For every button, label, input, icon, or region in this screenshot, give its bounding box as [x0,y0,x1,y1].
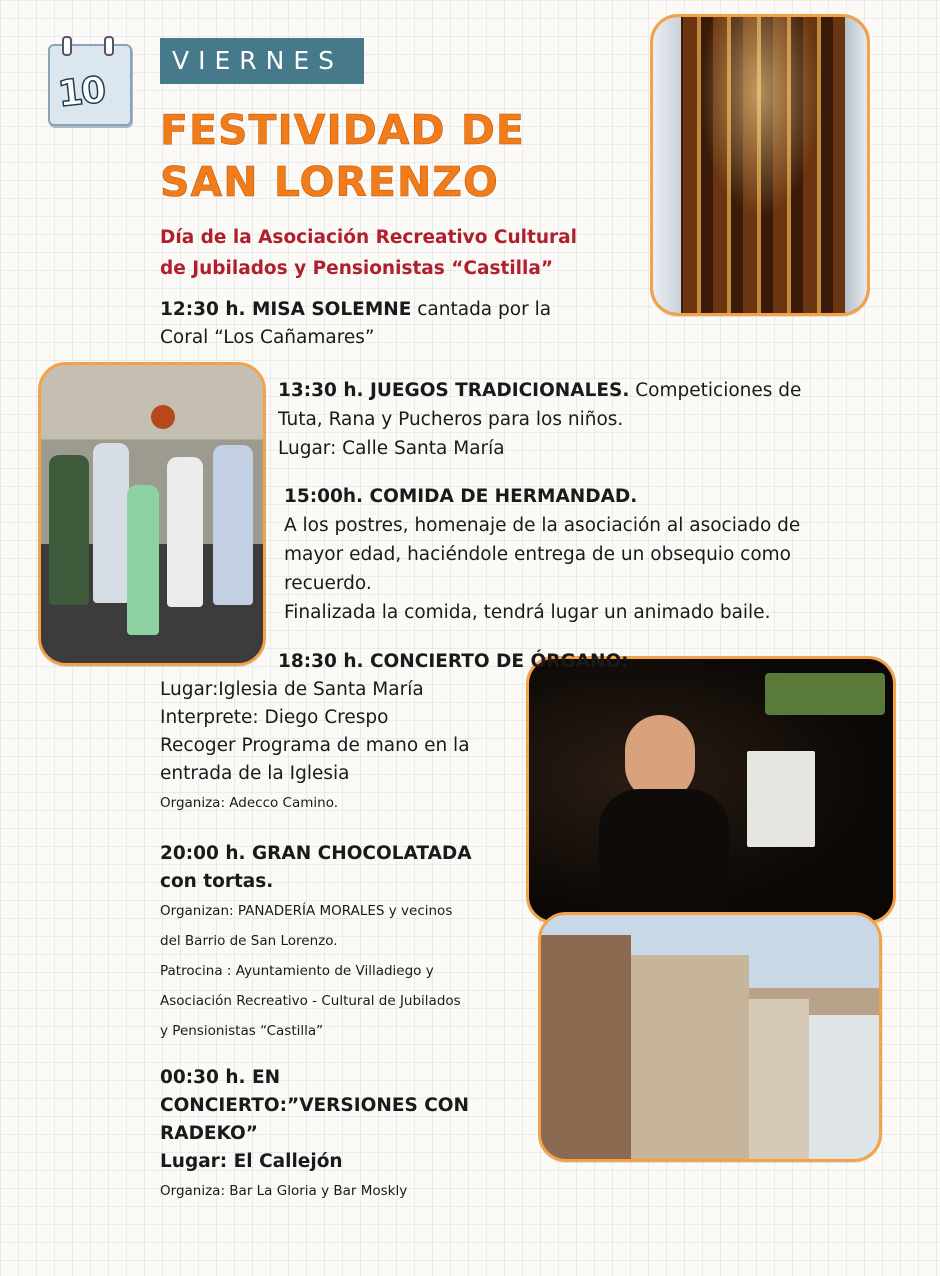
juegos-time-title: 13:30 h. JUEGOS TRADICIONALES. [278,380,630,401]
misa-time-title: 12:30 h. MISA SOLEMNE [160,299,412,320]
concierto-organizer: Organiza: Adecco Camino. [160,795,339,811]
altar-photo [650,14,870,316]
comida-text-3: recuerdo. [284,573,372,594]
radeko-title-1: 00:30 h. EN [160,1067,281,1088]
radeko-title-3: RADEKO” [160,1123,258,1144]
chocolatada-line-3: Patrocina : Ayuntamiento de Villadiego y [160,963,434,979]
subtitle-line-2: de Jubilados y Pensionistas “Castilla” [160,258,553,279]
calendar-icon [48,36,130,122]
comida-text-4: Finalizada la comida, tendrá lugar un animado baile. [284,602,771,623]
chocolatada-line-1: Organizan: PANADERÍA MORALES y vecinos [160,903,453,919]
concierto-location: Lugar:Iglesia de Santa María [160,679,424,700]
chocolatada-line-5: y Pensionistas “Castilla” [160,1023,324,1039]
weekday-label: VIERNES [160,38,364,84]
juegos-text-2: Tuta, Rana y Pucheros para los niños. [278,409,624,430]
misa-text: cantada por la [411,299,552,320]
event-juegos [278,376,918,463]
event-misa [160,296,640,352]
event-concierto [160,676,530,818]
comida-text-2: mayor edad, haciéndole entrega de un obsequio como [284,544,791,565]
concierto-time-title: 18:30 h. CONCIERTO DE ÓRGANO: [278,651,629,672]
page-title [160,104,540,208]
event-chocolatada [160,840,540,1046]
chocolatada-title-2: con tortas. [160,871,274,892]
concierto-text-4: entrada de la Iglesia [160,763,350,784]
chocolatada-title-1: 20:00 h. GRAN CHOCOLATADA [160,843,472,864]
radeko-location: Lugar: El Callejón [160,1151,343,1172]
title-line-1: FESTIVIDAD DE [160,106,525,154]
calendar-day-number: 10 [55,69,107,116]
traditional-games-photo [38,362,266,666]
event-subtitle [160,222,630,284]
radeko-title-2: CONCIERTO:”VERSIONES CON [160,1095,470,1116]
event-comida [284,482,924,627]
event-radeko [160,1064,540,1206]
radeko-organizer: Organiza: Bar La Gloria y Bar Moskly [160,1183,408,1199]
title-line-2: SAN LORENZO [160,158,499,206]
organ-concert-photo [526,656,896,924]
subtitle-line-1: Día de la Asociación Recreativo Cultural [160,227,577,248]
juegos-location: Lugar: Calle Santa María [278,438,505,459]
comida-text-1: A los postres, homenaje de la asociación al asociado de [284,515,801,536]
juegos-text: Competiciones de [629,380,802,401]
street-photo [538,912,882,1162]
concierto-text-3: Recoger Programa de mano en la [160,735,470,756]
misa-text-2: Coral “Los Cañamares” [160,327,375,348]
chocolatada-line-2: del Barrio de San Lorenzo. [160,933,338,949]
chocolatada-line-4: Asociación Recreativo - Cultural de Jubilados [160,993,461,1009]
comida-time-title: 15:00h. COMIDA DE HERMANDAD. [284,486,638,507]
concierto-performer: Interprete: Diego Crespo [160,707,389,728]
